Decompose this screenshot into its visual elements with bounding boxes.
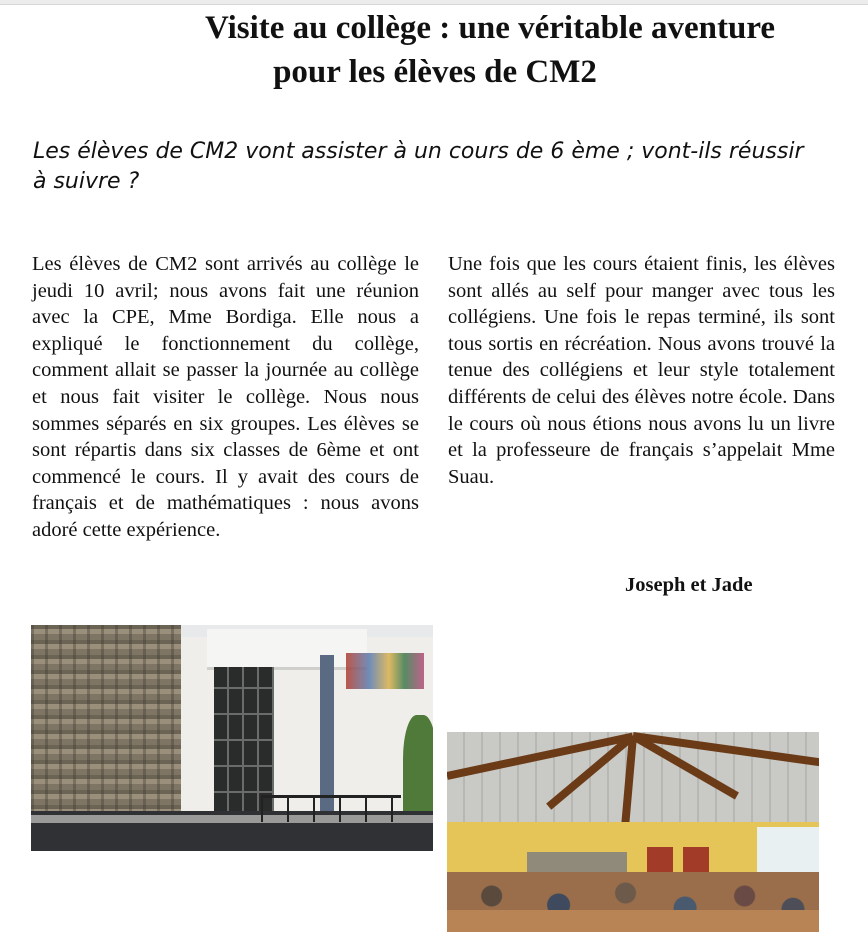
photo-serving-counter: [527, 852, 627, 874]
article-signature: Joseph et Jade: [625, 574, 753, 596]
photo-tables: [447, 910, 819, 932]
college-entrance-photo: [31, 625, 433, 851]
article-title: [120, 6, 860, 94]
page-top-border: [0, 0, 868, 5]
article-title-line-1: Visite au collège : une véritable aventure: [204, 10, 776, 46]
article-subtitle: Les élèves de CM2 vont assister à un cours de 6 ème ; vont-ils réussir à suivre ?: [33, 139, 804, 194]
photo-window: [757, 827, 819, 872]
article-right-column: Une fois que les cours étaient finis, les élèves sont allés au self pour manger avec tous les collégiens. Une fois le repas terminé, ils sont tous sortis en récréation. Nous avons trouvé la tenue des collégiens et leur style totalement différents de celui des élèves notre école. Dans le cours où nous étions nous avons lu un livre et la professeure de français s’appelait Mme Suau.: [448, 253, 835, 488]
article-left-column: Les élèves de CM2 sont arrivés au collège le jeudi 10 avril; nous avons fait une réunion avec la CPE, Mme Bordiga. Elle nous a expliqué le fonctionnement du collège, comment allait se passer la journée au collège et nous fait visiter le collège. Nous nous sommes séparés en six groupes. Les élèves se sont répartis dans six classes de 6ème et ont commencé le cours. Il y avait des cours de français et de mathématiques : nous avons adoré cette expérience.: [32, 253, 419, 541]
article-title-line-2: pour les élèves de CM2: [273, 54, 597, 90]
photo-mural: [346, 653, 424, 689]
photo-entrance-canopy: [207, 629, 367, 670]
photo-tree: [403, 715, 433, 825]
photo-railing: [261, 795, 401, 822]
photo-stone-wall-texture: [31, 625, 181, 820]
canteen-photo: [447, 732, 819, 932]
photo-pillar: [320, 655, 334, 817]
